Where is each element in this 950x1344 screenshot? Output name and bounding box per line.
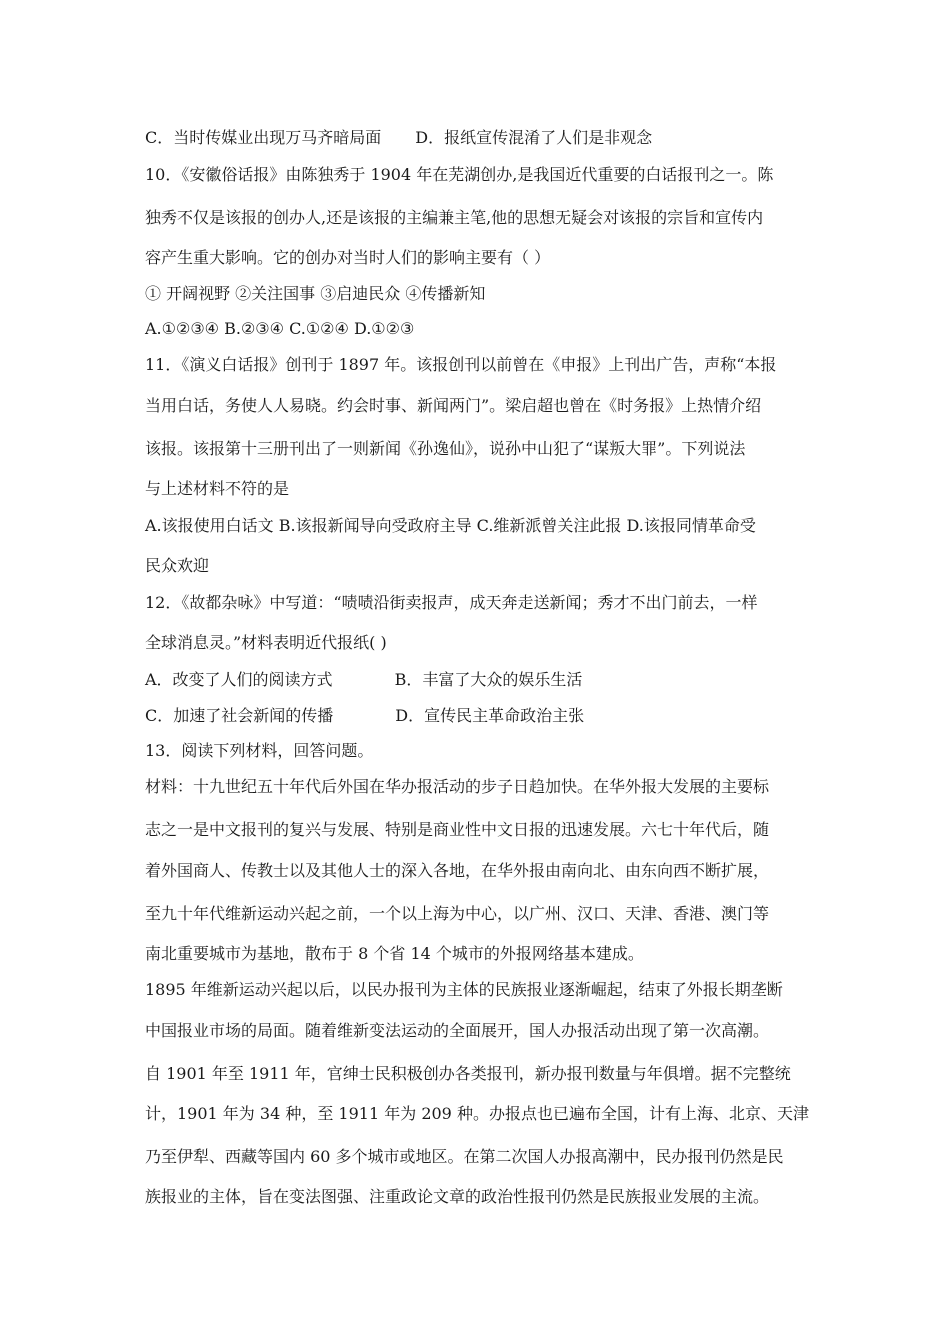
q11-stem-line: 11．《演义白话报》创刊于 1897 年。该报创刊以前曾在《申报》上刊出广告，声称“本报 (145, 355, 777, 374)
q9-option-d[interactable]: D．报纸宣传混淆了人们是非观念 (415, 128, 653, 147)
q10-stem-line: 容产生重大影响。它的创办对当时人们的影响主要有（ ） (145, 248, 551, 267)
q12-options-ab (145, 670, 582, 690)
q13-material-line: 至九十年代维新运动兴起之前，一个以上海为中心，以广州、汉口、天津、香港、澳门等 (145, 904, 770, 923)
q11-options[interactable]: A.该报使用白话文 B.该报新闻导向受政府主导 C.维新派曾关注此报 D.该报同情革命受 (145, 516, 756, 535)
q12-options-cd (145, 706, 584, 726)
q13-material-line: 族报业的主体，旨在变法图强、注重政论文章的政治性报刊仍然是民族报业发展的主流。 (145, 1187, 770, 1206)
q12-option-d[interactable]: D．宣传民主革命政治主张 (395, 706, 585, 725)
q13-material-line: 乃至伊犁、西藏等国内 60 多个城市或地区。在第二次国人办报高潮中，民办报刊仍然是民 (145, 1147, 784, 1166)
q13-material-line: 中国报业市场的局面。随着维新变法运动的全面展开，国人办报活动出现了第一次高潮。 (145, 1021, 770, 1040)
q11-options-continued[interactable]: 民众欢迎 (145, 556, 210, 575)
q13-material-line: 南北重要城市为基地，散布于 8 个省 14 个城市的外报网络基本建成。 (145, 944, 644, 963)
q13-material-line: 着外国商人、传教士以及其他人士的深入各地，在华外报由南向北、由东向西不断扩展， (145, 861, 770, 880)
q13-material-line: 材料：十九世纪五十年代后外国在华办报活动的步子日趋加快。在华外报大发展的主要标 (145, 777, 770, 796)
q12-stem-line: 全球消息灵。”材料表明近代报纸( ) (145, 633, 387, 652)
q12-stem-line: 12．《故都杂咏》中写道：“啧啧沿街卖报声，成天奔走送新闻；秀才不出门前去，一样 (145, 593, 758, 612)
q13-material-line: 自 1901 年至 1911 年，官绅士民积极创办各类报刊，新办报刊数量与年俱增。据不完整统 (145, 1064, 791, 1083)
q10-stem-line: 10．《安徽俗话报》由陈独秀于 1904 年在芜湖创办,是我国近代重要的白话报刊之一。陈 (145, 165, 774, 184)
q13-stem: 13．阅读下列材料，回答问题。 (145, 741, 374, 760)
q10-stem-line: 独秀不仅是该报的创办人,还是该报的主编兼主笔,他的思想无疑会对该报的宗旨和宣传内 (145, 208, 764, 227)
q11-stem-line: 当用白话，务使人人易晓。约会时事、新闻两门”。梁启超也曾在《时务报》上热情介绍 (145, 396, 762, 415)
q10-items: ① 开阔视野 ②关注国事 ③启迪民众 ④传播新知 (145, 284, 486, 303)
q12-option-a[interactable]: A．改变了人们的阅读方式 (145, 670, 333, 689)
q10-options[interactable]: A.①②③④ B.②③④ C.①②④ D.①②③ (145, 319, 415, 338)
q11-stem-line: 该报。该报第十三册刊出了一则新闻《孙逸仙》，说孙中山犯了“谋叛大罪”。下列说法 (145, 439, 746, 458)
q9-option-c[interactable]: C．当时传媒业出现万马齐暗局面 (145, 128, 382, 147)
q11-stem-line: 与上述材料不符的是 (145, 479, 290, 498)
q13-material-line: 计，1901 年为 34 种，至 1911 年为 209 种。办报点也已遍布全国，计有上海、北京、天津 (145, 1104, 809, 1123)
q12-option-c[interactable]: C．加速了社会新闻的传播 (145, 706, 334, 725)
q9-options-cd (145, 128, 652, 148)
q13-material-line: 1895 年维新运动兴起以后，以民办报刊为主体的民族报业逐渐崛起，结束了外报长期垄断 (145, 980, 783, 999)
q13-material-line: 志之一是中文报刊的复兴与发展、特别是商业性中文日报的迅速发展。六七十年代后，随 (145, 820, 770, 839)
q12-option-b[interactable]: B．丰富了大众的娱乐生活 (394, 670, 583, 689)
